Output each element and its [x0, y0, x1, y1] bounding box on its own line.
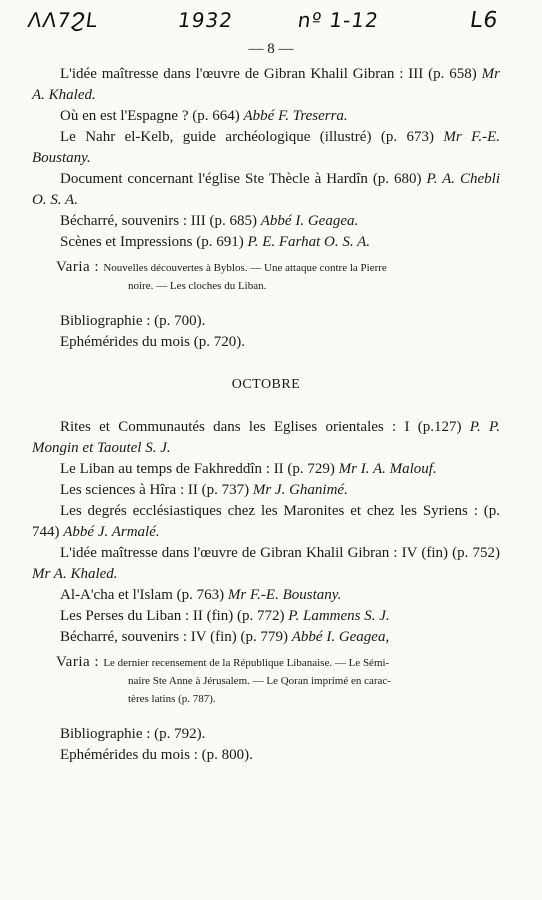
toc-entry: Bécharré, souvenirs : IV (fin) (p. 779) Abbé I. Geagea,	[60, 629, 390, 645]
toc-author: Abbé I. Geagea,	[291, 629, 390, 645]
toc-entry: L'idée maîtresse dans l'œuvre de Gibran Khalil Gibran : IV (fin) (p. 752) Mr A. Khaled.	[32, 545, 500, 582]
handwritten-note: ΛΛ7ϨL	[26, 8, 100, 32]
toc-entry: Où en est l'Espagne ? (p. 664) Abbé F. Treserra.	[60, 108, 348, 124]
toc-entry: Le Liban au temps de Fakhreddîn : II (p. 729) Mr I. A. Malouf.	[60, 461, 437, 477]
toc-entry: Scènes et Impressions (p. 691) P. E. Farhat O. S. A.	[60, 234, 370, 250]
toc-author: Mr F.-E. Boustany.	[227, 587, 342, 603]
toc-author: Abbé J. Armalé.	[63, 524, 160, 540]
varia-line: Nouvelles découvertes à Byblos. — Une attaque contre la Pierre	[103, 262, 387, 274]
toc-entry: L'idée maîtresse dans l'œuvre de Gibran Khalil Gibran : III (p. 658) Mr A. Khaled.	[32, 66, 500, 103]
bibliographie-entry: Bibliographie : (p. 792).	[60, 726, 206, 742]
toc-entry: Le Nahr el-Kelb, guide archéologique (illustré) (p. 673) Mr F.-E. Boustany.	[32, 129, 500, 166]
varia-line: noire. — Les cloches du Liban.	[128, 280, 267, 292]
toc-entry: Les Perses du Liban : II (fin) (p. 772) P. Lammens S. J.	[60, 608, 390, 624]
varia-line: tères latins (p. 787).	[128, 693, 216, 705]
toc-author: Abbé F. Treserra.	[243, 108, 348, 124]
toc-entry: Les degrés ecclésiastiques chez les Maronites et chez les Syriens : (p. 744) Abbé J. Armalé.	[32, 503, 500, 540]
ephemerides-entry: Ephémérides du mois (p. 720).	[60, 334, 245, 350]
toc-entry: Rites et Communautés dans les Eglises orientales : I (p.127) P. P. Mongin et Taoutel S. J.	[32, 419, 500, 456]
toc-author: P. A. Chebli O. S. A.	[32, 171, 500, 208]
month-heading: OCTOBRE	[231, 377, 301, 392]
toc-author: P. Lammens S. J.	[288, 608, 390, 624]
ephemerides-entry: Ephémérides du mois : (p. 800).	[60, 747, 253, 763]
page-number: — 8 —	[248, 41, 294, 57]
toc-entry: Al-A'cha et l'Islam (p. 763) Mr F.-E. Boustany.	[60, 587, 342, 603]
varia-heading: Varia :	[56, 654, 104, 670]
toc-author: Abbé I. Geagea.	[260, 213, 359, 229]
toc-entry: Bécharré, souvenirs : III (p. 685) Abbé I. Geagea.	[60, 213, 359, 229]
varia-section	[56, 653, 500, 708]
toc-author: Mr J. Ghanimé.	[252, 482, 348, 498]
varia-line: Le dernier recensement de la République Libanaise. — Le Sémi-	[103, 657, 390, 669]
toc-entry: Document concernant l'église Ste Thècle à Hardîn (p. 680) P. A. Chebli O. S. A.	[32, 171, 500, 208]
handwritten-year: 1932	[176, 8, 235, 32]
toc-author: Mr F.-E. Boustany.	[32, 129, 500, 166]
table-of-contents	[32, 64, 500, 766]
handwritten-shelf-mark: L6	[468, 8, 501, 33]
toc-author: Mr A. Khaled.	[32, 566, 118, 582]
toc-author: P. P. Mongin et Taoutel S. J.	[32, 419, 500, 456]
toc-entry: Les sciences à Hîra : II (p. 737) Mr J. Ghanimé.	[60, 482, 348, 498]
handwritten-issue-range: nº 1-12	[296, 8, 381, 32]
toc-author: Mr A. Khaled.	[32, 66, 500, 103]
varia-section	[56, 258, 500, 295]
toc-author: P. E. Farhat O. S. A.	[247, 234, 370, 250]
toc-author: Mr I. A. Malouf.	[338, 461, 437, 477]
varia-heading: Varia :	[56, 259, 104, 275]
varia-line: naire Ste Anne à Jérusalem. — Le Qoran imprimé en carac-	[128, 675, 391, 687]
bibliographie-entry: Bibliographie : (p. 700).	[60, 313, 206, 329]
